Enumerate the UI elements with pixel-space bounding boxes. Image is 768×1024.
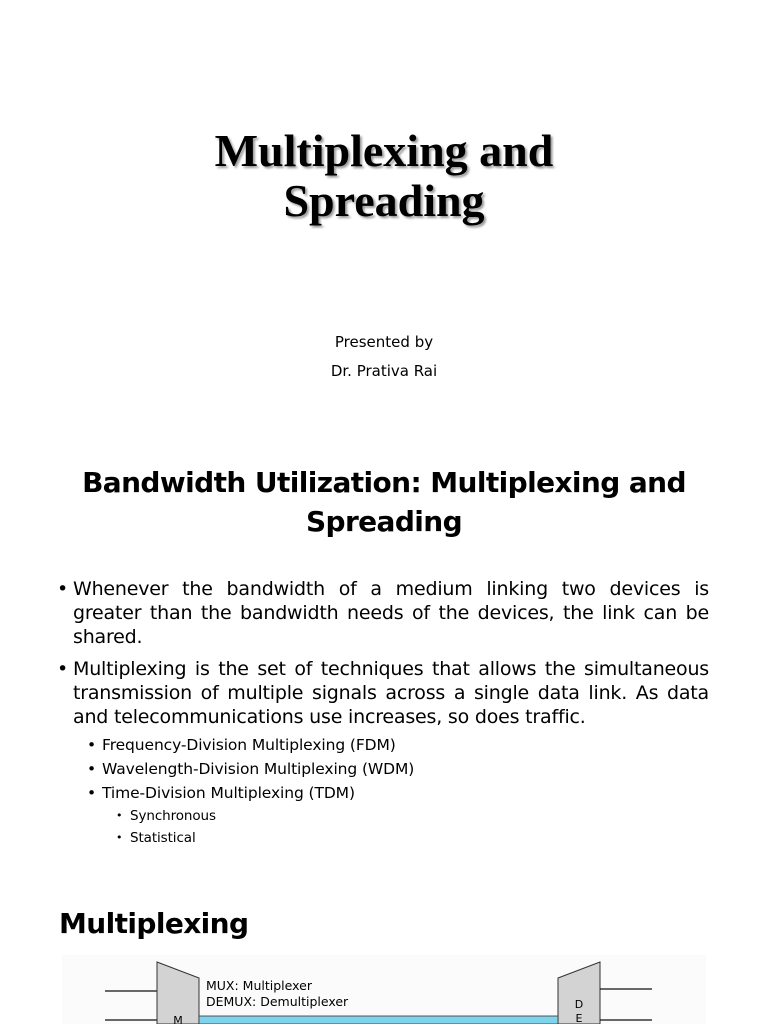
section-title-line-2: Spreading — [305, 505, 463, 538]
subsub-bullet-item: • Synchronous — [116, 805, 709, 827]
sub-bullet-list — [87, 733, 709, 849]
multiplexing-diagram — [0, 955, 768, 1024]
demux-letter: D — [574, 998, 584, 1011]
shared-link — [199, 1016, 558, 1024]
bullet-item — [57, 577, 709, 649]
sub-bullet-item: • Wavelength-Division Multiplexing (WDM) — [87, 757, 709, 781]
bullet-text: Multiplexing is the set of techniques that allows the simultaneous transmission of multiple signals across a single data link. As data and telecommunications use increases, so does traffic. — [73, 658, 709, 728]
bullet-list — [57, 577, 709, 857]
slide-title — [0, 126, 768, 226]
sub-bullet-item: • Frequency-Division Multiplexing (FDM) — [87, 733, 709, 757]
bullet-text: Whenever the bandwidth of a medium linking two devices is greater than the bandwidth needs of the devices, the link can be shared. — [73, 578, 709, 648]
subsub-bullet-item: • Statistical — [116, 827, 709, 849]
section-title-line-1: Bandwidth Utilization: Multiplexing and — [82, 466, 686, 499]
sub-bullet-text: Time-Division Multiplexing (TDM) — [102, 784, 355, 802]
legend-mux: MUX: Multiplexer — [206, 978, 312, 993]
slide-title-line-1: Multiplexing and — [214, 125, 554, 176]
slide-title-line-2: Spreading — [283, 175, 485, 226]
mux-letter: M — [173, 1014, 183, 1024]
bullet-item — [57, 657, 709, 849]
presenter-name: Dr. Prativa Rai — [330, 362, 438, 380]
legend-demux: DEMUX: Demultiplexer — [206, 994, 349, 1009]
presented-by-label: Presented by — [334, 333, 434, 351]
multiplexing-heading: Multiplexing — [59, 907, 249, 940]
sub-bullet-item — [87, 781, 709, 849]
section-title — [60, 463, 708, 541]
demux-letter: E — [575, 1012, 583, 1024]
subsub-bullet-list — [116, 805, 709, 849]
